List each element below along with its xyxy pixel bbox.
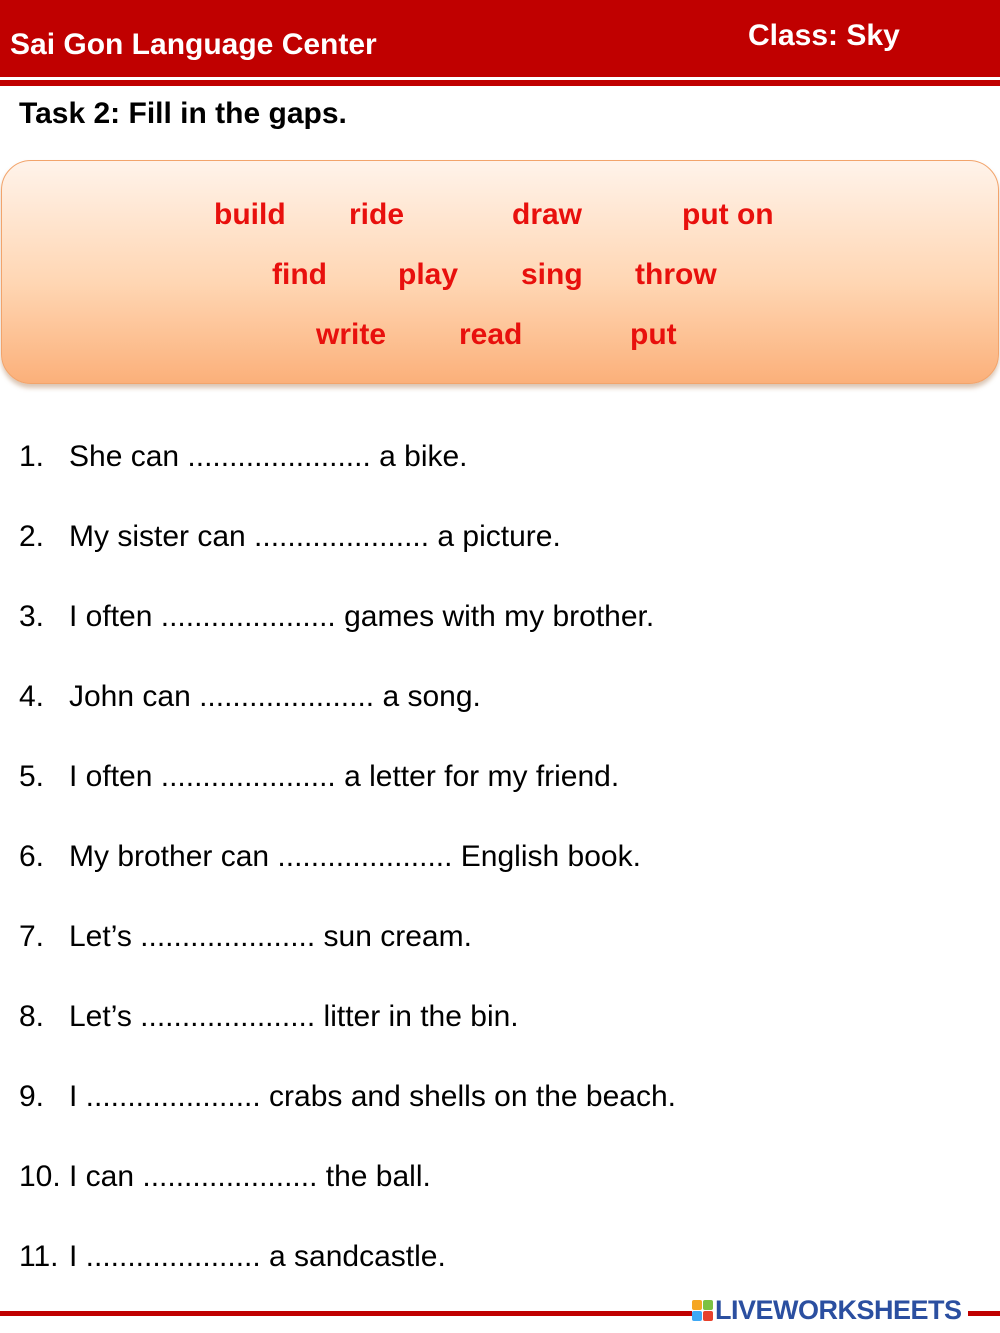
word-bank-item: find bbox=[272, 258, 327, 291]
word-bank-item: play bbox=[398, 258, 459, 291]
liveworksheets-logo-text: LIVEWORKSHEETS bbox=[715, 1294, 962, 1325]
question-text: I ..................... a sandcastle. bbox=[69, 1240, 446, 1273]
question-text: I can ..................... the ball. bbox=[69, 1160, 431, 1193]
question-text: Let’s ..................... sun cream. bbox=[69, 920, 472, 953]
header-divider bbox=[0, 80, 1000, 86]
question-item bbox=[0, 1080, 1000, 1120]
question-item bbox=[0, 600, 1000, 640]
word-bank-item: draw bbox=[512, 198, 583, 231]
question-number: 2. bbox=[19, 520, 45, 553]
question-number: 10. bbox=[19, 1160, 61, 1193]
word-bank-item: write bbox=[316, 318, 387, 351]
class-label: Class: Sky bbox=[748, 19, 900, 52]
question-item bbox=[0, 760, 1000, 800]
question-item bbox=[0, 680, 1000, 720]
question-text: John can ..................... a song. bbox=[69, 680, 481, 713]
question-number: 1. bbox=[19, 440, 45, 473]
question-item bbox=[0, 520, 1000, 560]
question-number: 7. bbox=[19, 920, 45, 953]
word-bank-item: throw bbox=[635, 258, 717, 291]
question-item bbox=[0, 1160, 1000, 1200]
question-text: I often ..................... a letter for my friend. bbox=[69, 760, 620, 793]
center-name: Sai Gon Language Center bbox=[10, 28, 377, 61]
question-item bbox=[0, 440, 1000, 480]
word-bank-item: put bbox=[630, 318, 677, 351]
word-bank-item: sing bbox=[521, 258, 583, 291]
header-bar bbox=[0, 0, 1000, 77]
liveworksheets-logo bbox=[692, 1295, 968, 1325]
question-text: She can ...................... a bike. bbox=[69, 440, 468, 473]
word-bank-box bbox=[1, 160, 999, 384]
question-text: I often ..................... games with my brother. bbox=[69, 600, 655, 633]
question-number: 9. bbox=[19, 1080, 45, 1113]
task-title: Task 2: Fill in the gaps. bbox=[19, 97, 347, 130]
question-item bbox=[0, 1240, 1000, 1280]
question-number: 6. bbox=[19, 840, 45, 873]
question-number: 4. bbox=[19, 680, 45, 713]
question-text: Let’s ..................... litter in the bin. bbox=[69, 1000, 519, 1033]
word-bank-item: ride bbox=[349, 198, 405, 231]
question-item bbox=[0, 920, 1000, 960]
word-bank-item: read bbox=[459, 318, 523, 351]
question-text: My sister can ..................... a picture. bbox=[69, 520, 561, 553]
question-text: My brother can ..................... English book. bbox=[69, 840, 641, 873]
question-number: 11. bbox=[19, 1240, 59, 1273]
question-number: 5. bbox=[19, 760, 45, 793]
question-item bbox=[0, 1000, 1000, 1040]
question-number: 3. bbox=[19, 600, 45, 633]
liveworksheets-logo-icon bbox=[692, 1300, 713, 1321]
question-text: I ..................... crabs and shells on the beach. bbox=[69, 1080, 676, 1113]
word-bank-item: put on bbox=[682, 198, 774, 231]
question-number: 8. bbox=[19, 1000, 45, 1033]
word-bank-item: build bbox=[214, 198, 286, 231]
question-item bbox=[0, 840, 1000, 880]
